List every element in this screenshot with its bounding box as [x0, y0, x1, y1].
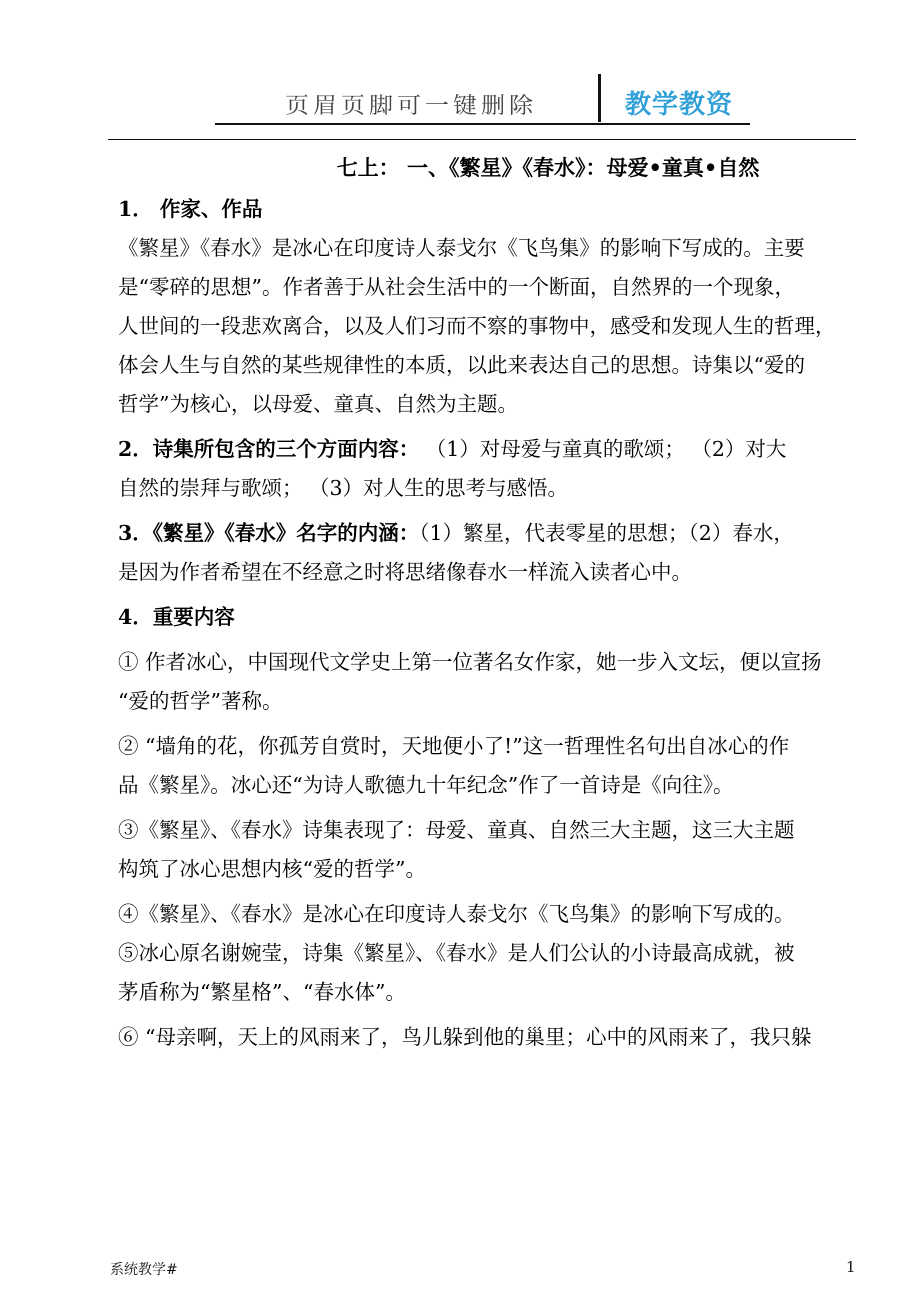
section-heading-4: 4．重要内容 — [118, 605, 235, 629]
section-heading-2: 2．诗集所包含的三个方面内容： — [118, 437, 420, 461]
page-number: 1 — [846, 1258, 856, 1276]
list-item-line: ⑤冰心原名谢婉莹，诗集《繁星》、《春水》是人们公认的小诗最高成就，被 — [118, 941, 795, 965]
list-item-line: ⑥ “母亲啊，天上的风雨来了，鸟儿躲到他的巢里；心中的风雨来了，我只躲 — [118, 1025, 812, 1049]
header-watermark-text: 页眉页脚可一键删除 — [285, 92, 537, 119]
list-item-line: ④《繁星》、《春水》是冰心在印度诗人泰戈尔《飞鸟集》的影响下写成的。 — [118, 902, 795, 926]
list-item-line: “爱的哲学”著称。 — [118, 689, 283, 713]
section-3-line — [118, 514, 858, 553]
page-title: 七上： 一、《繁星》《春水》：母爱•童真•自然 — [336, 155, 760, 180]
section-2-line — [118, 430, 858, 469]
paragraph-line: 自然的崇拜与歌颂； （3）对人生的思考与感悟。 — [118, 476, 569, 500]
paragraph-line: 是因为作者希望在不经意之时将思绪像春水一样流入读者心中。 — [118, 560, 692, 584]
paragraph-line: 是“零碎的思想”。作者善于从社会生活中的一个断面，自然界的一个现象， — [118, 275, 795, 299]
header-divider — [598, 74, 601, 122]
paragraph-line: 人世间的一段悲欢离合，以及人们习而不察的事物中，感受和发现人生的哲理， — [118, 314, 836, 338]
document-body — [118, 148, 858, 1057]
list-item-line: 茅盾称为“繁星格”、“春水体”。 — [118, 980, 406, 1004]
header-underline — [215, 123, 750, 125]
header-brand-text: 教学教资 — [625, 90, 734, 120]
paragraph-line: 《繁星》《春水》是冰心在印度诗人泰戈尔《飞鸟集》的影响下写成的。主要 — [118, 236, 805, 260]
list-item-line: ① 作者冰心，中国现代文学史上第一位著名女作家，她一步入文坛，便以宣扬 — [118, 650, 822, 674]
list-item-line: ② “墙角的花，你孤芳自赏时，天地便小了!”这一哲理性名句出自冰心的作 — [118, 734, 790, 758]
section-3-text: （1）繁星，代表零星的思想；（2）春水， — [419, 521, 794, 545]
footer-text: 系统教学# — [110, 1262, 178, 1278]
paragraph-line: 体会人生与自然的某些规律性的本质，以此来表达自己的思想。诗集以“爱的 — [118, 353, 805, 377]
paragraph-line: 哲学”为核心，以母爱、童真、自然为主题。 — [118, 392, 518, 416]
list-item-line: 品《繁星》。冰心还“为诗人歌德九十年纪念”作了一首诗是《向往》。 — [118, 773, 734, 797]
section-heading-3: 3．《繁星》《春水》名字的内涵： — [118, 521, 420, 545]
list-item-line: ③《繁星》、《春水》诗集表现了：母爱、童真、自然三大主题，这三大主题 — [118, 818, 795, 842]
section-2-text: （1）对母爱与童真的歌颂； （2）对大 — [419, 437, 787, 461]
page-top-rule — [108, 139, 856, 140]
section-heading-1: 1． 作家、作品 — [118, 197, 263, 221]
list-item-line: 构筑了冰心思想内核“爱的哲学”。 — [118, 857, 426, 881]
